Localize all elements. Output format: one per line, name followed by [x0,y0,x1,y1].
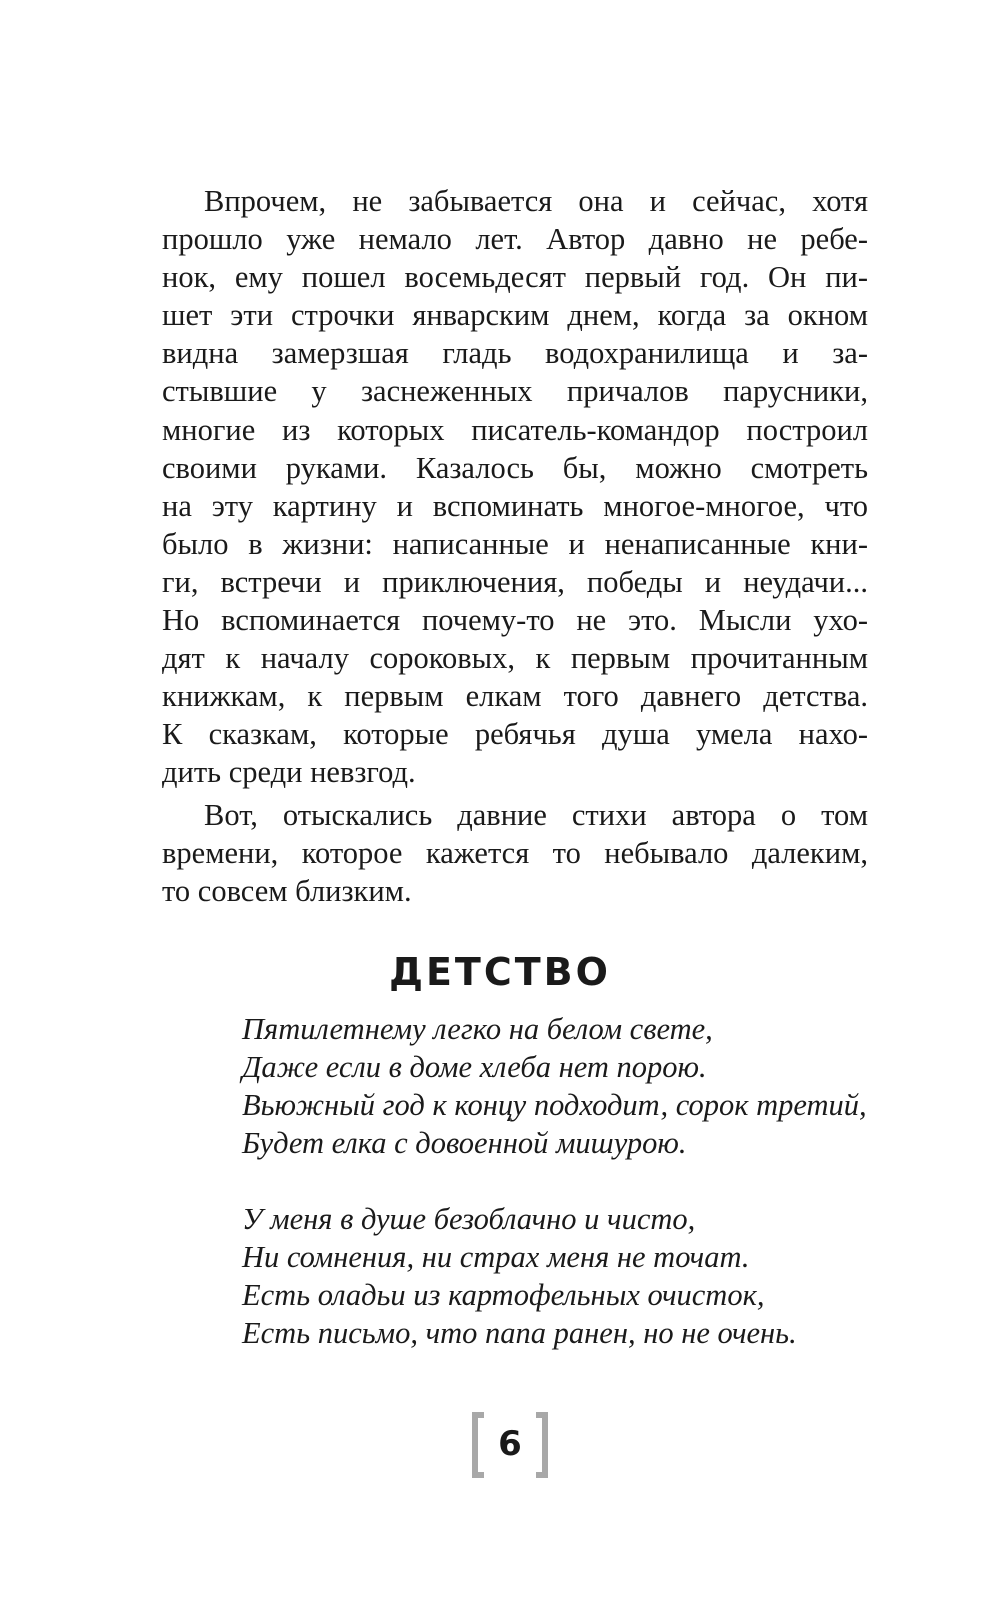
verse-line: Пятилетнему легко на белом свете, [242,1012,713,1046]
stanza-2 [242,1200,882,1352]
poem [242,1010,882,1352]
paragraph-1 [162,182,868,792]
text-line: многие из которых писатель-командор построил [162,412,868,447]
text-line: Вот, отыскались давние стихи автора о том [204,797,868,832]
text-line: ги, встречи и приключения, победы и неудачи... [162,564,868,599]
verse-line: Будет елка с довоенной мишурою. [242,1126,687,1160]
text-line: видна замерзшая гладь водохранилища и за- [162,336,868,371]
verse-line: У меня в душе безоблачно и чисто, [242,1202,696,1236]
text-line: дят к началу сороковых, к первым прочитанным [162,641,868,676]
verse-line: Даже если в доме хлеба нет порою. [242,1050,707,1084]
text-line: книжкам, к первым елкам того давнего детства. [162,679,868,714]
text-line: стывшие у заснеженных причалов парусники, [162,374,868,409]
text-line: прошло уже немало лет. Автор давно не ребе- [162,222,868,257]
text-line: К сказкам, которые ребячья душа умела нахо- [162,717,868,752]
poem-title: ДЕТСТВО [389,950,611,994]
text-line: то совсем близким. [162,873,412,908]
text-line: своими руками. Казалось бы, можно смотреть [162,450,868,485]
text-line: шет эти строчки январским днем, когда за окном [162,298,868,333]
paragraph-2 [162,796,868,910]
text-line: Впрочем, не забывается она и сейчас, хотя [204,184,868,218]
text-line: Но вспоминается почему-то не это. Мысли ухо- [162,603,868,638]
text-line: времени, которое кажется то небывало далеким, [162,835,868,870]
text-line: нок, ему пошел восемьдесят первый год. Он пи- [162,260,868,295]
text-line: на эту картину и вспоминать многое-многое, что [162,488,868,523]
text-line: дить среди невзгод. [162,755,416,790]
verse-line: Есть оладьи из картофельных очисток, [242,1278,765,1312]
page-number-block [468,1412,552,1478]
verse-line: Вьюжный год к концу подходит, сорок третий, [242,1088,867,1122]
right-bracket-icon [536,1412,548,1478]
verse-line: Ни сомнения, ни страх меня не точат. [242,1240,750,1274]
body-text [162,182,868,910]
page-number: 6 [498,1424,522,1464]
verse-line: Есть письмо, что папа ранен, но не очень. [242,1316,797,1350]
text-line: было в жизни: написанные и ненаписанные кни- [162,526,868,561]
stanza-1 [242,1010,882,1162]
